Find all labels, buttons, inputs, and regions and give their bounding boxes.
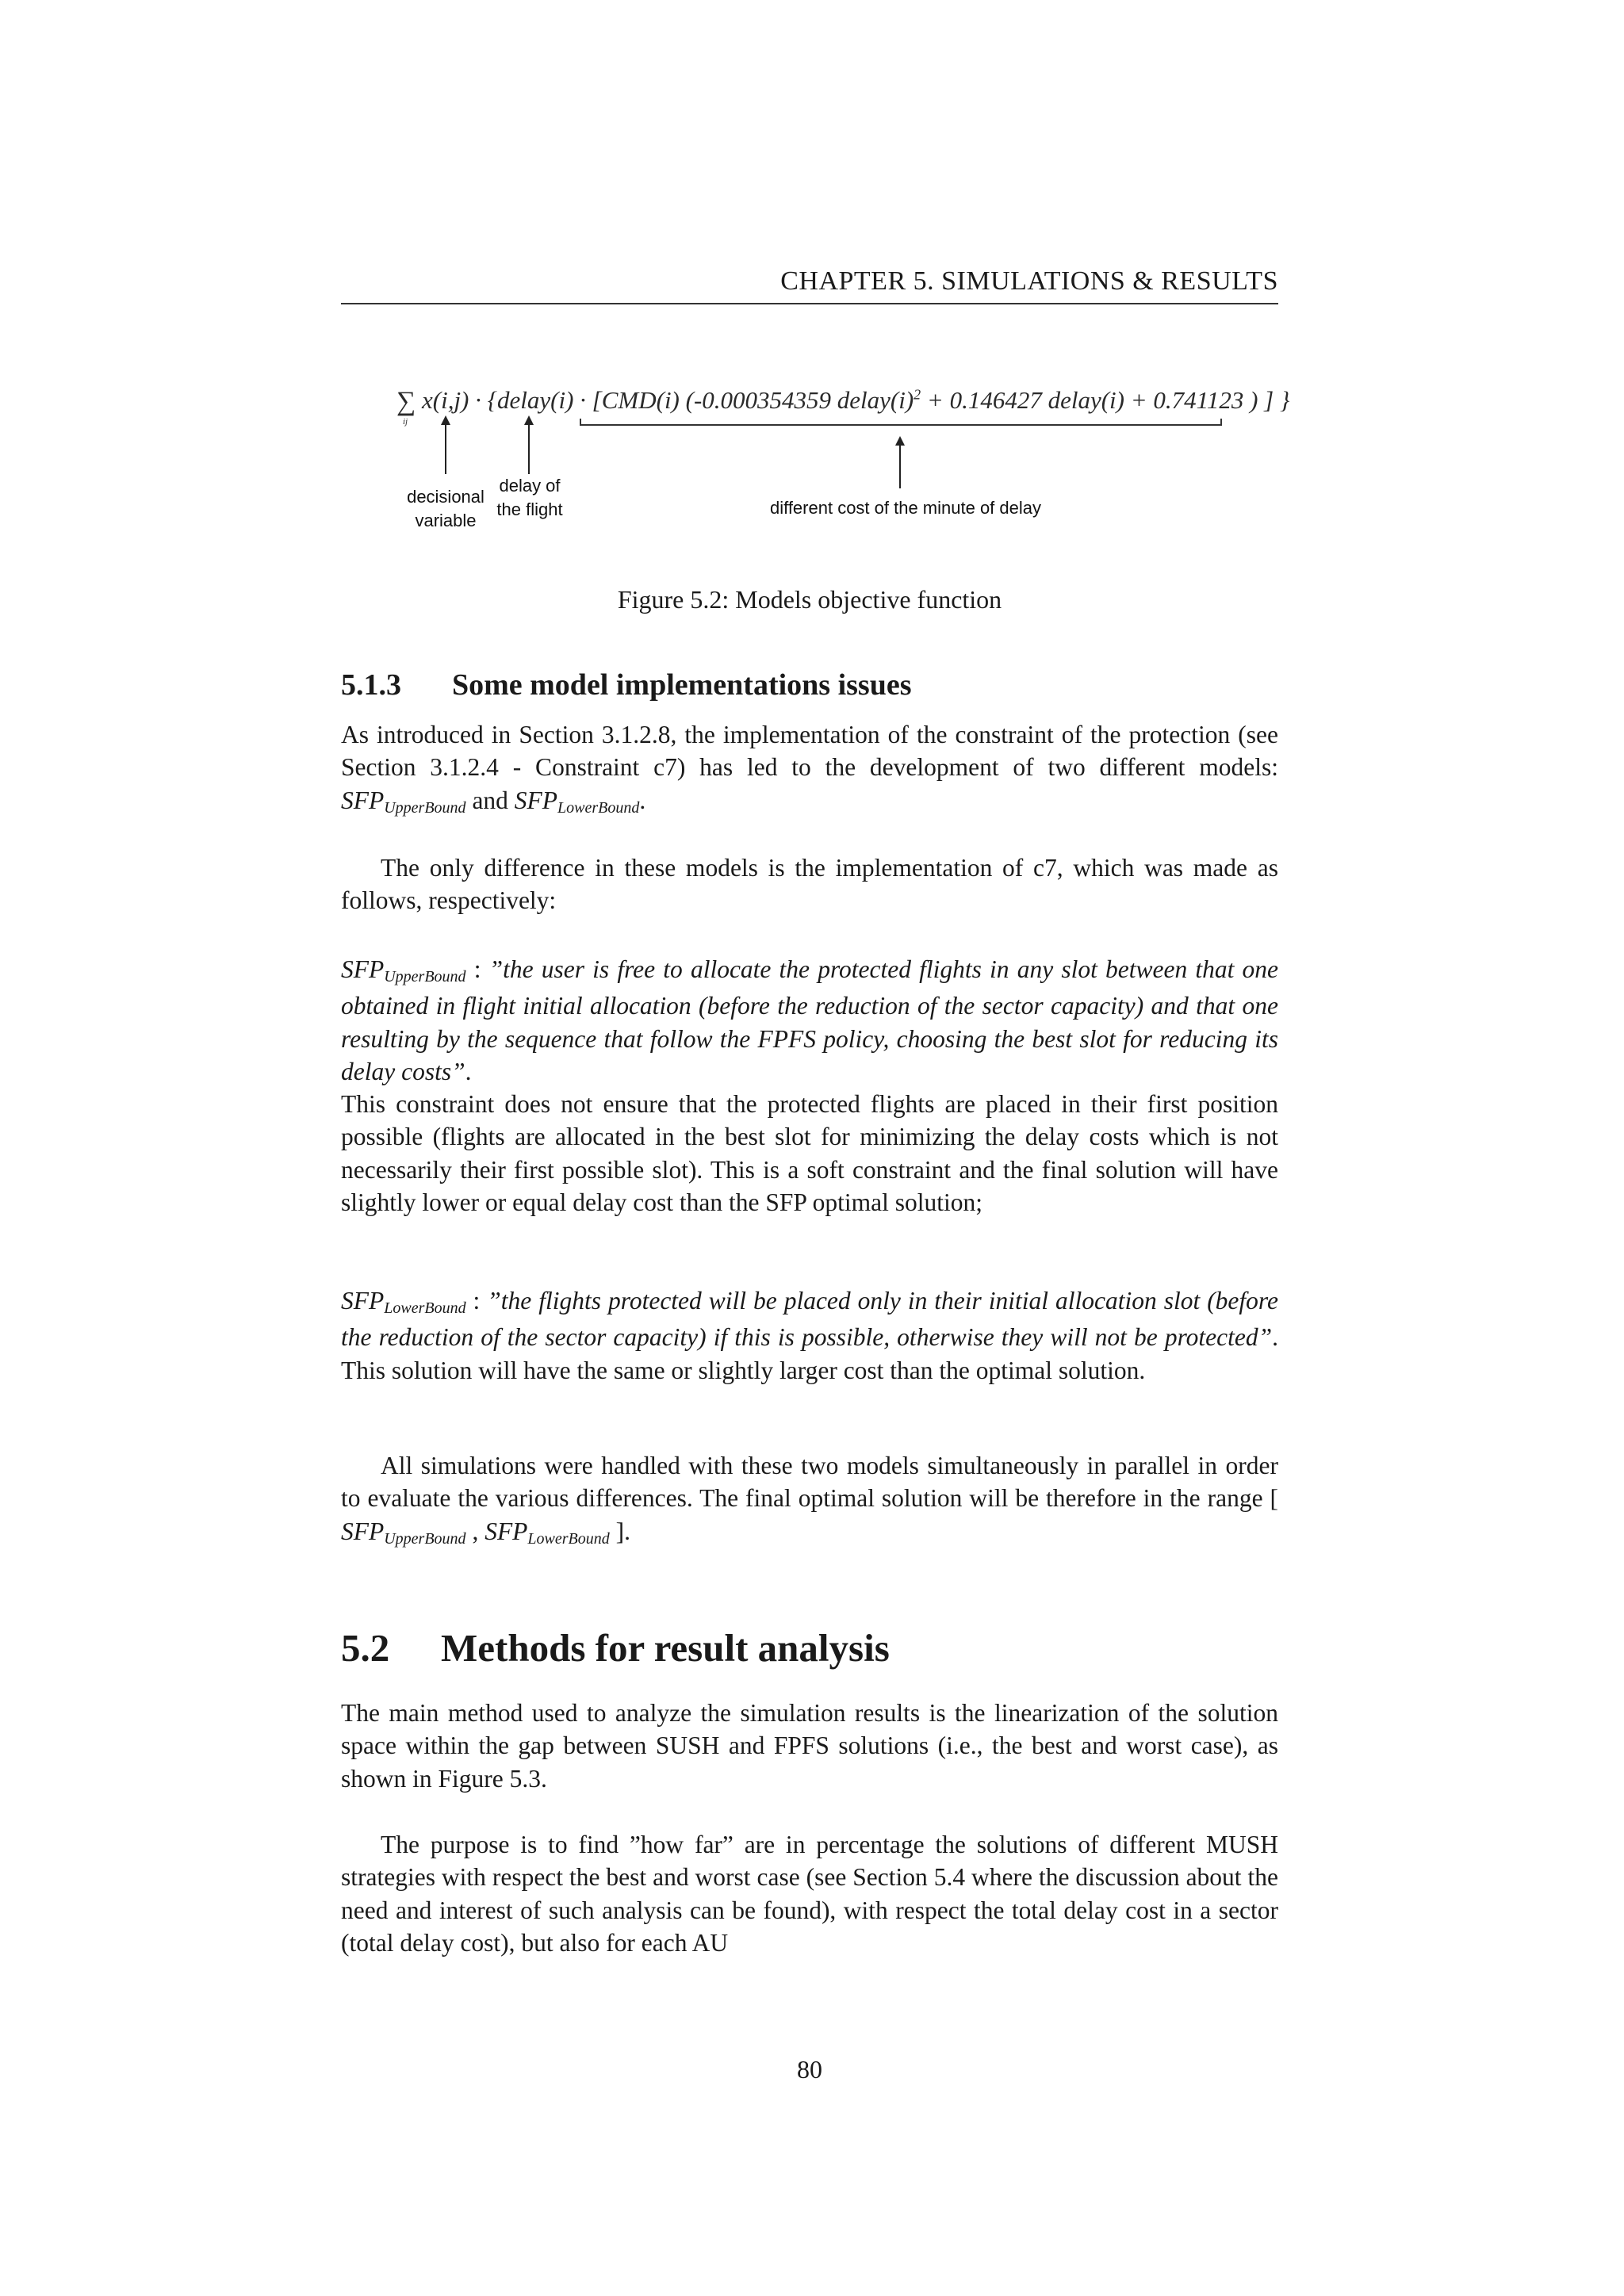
paragraph-purpose: The purpose is to find ”how far” are in percentage the solutions of different MUSH strategies with respect the best and worst case (see Section 5.4 where the discussion about the need and interest of such analysis can be found), with respect the total delay cost in a sector (total delay cost), but also for each AU: [341, 1831, 1278, 1957]
page-number: 80: [797, 2055, 822, 2084]
objective-function-figure: [390, 373, 1290, 563]
sfp-base: SFP: [341, 1517, 385, 1545]
formula-part-2: + 0.146427 delay(i) + 0.741123 ) ] }: [921, 386, 1290, 414]
sfp-upper-math: [341, 1517, 466, 1548]
p5-end: ].: [609, 1517, 631, 1545]
section-heading: [341, 1625, 890, 1670]
cost-arrowhead: [895, 436, 905, 446]
paragraph-models-intro: [341, 718, 1278, 821]
sfp-upper-sub: UpperBound: [384, 1529, 466, 1548]
different-cost-label: different cost of the minute of delay: [769, 498, 1042, 518]
summation-symbol: ∑: [396, 387, 416, 416]
lower-bound-explanation: . This solution will have the same or slightly larger cost than the optimal solution.: [341, 1323, 1278, 1384]
section-number: 5.2: [341, 1626, 390, 1670]
subsection-number: 5.1.3: [341, 668, 401, 702]
sfp-lower-sub: LowerBound: [557, 798, 640, 817]
decisional-variable-label: decisional variable: [407, 487, 485, 530]
section-title: Methods for result analysis: [441, 1626, 890, 1670]
upper-bound-quote-end: .: [465, 1057, 472, 1085]
decisional-variable-arrowhead: [441, 415, 450, 425]
sfp-base: SFP: [341, 1287, 385, 1314]
definition-separator: :: [465, 1287, 488, 1314]
definition-separator: :: [465, 955, 489, 983]
paragraph-simulations: [341, 1449, 1278, 1552]
sfp-upper-math: [341, 786, 466, 817]
delay-of-flight-label: delay of the flight: [496, 476, 563, 519]
definition-lower-bound: [341, 1284, 1278, 1387]
sfp-lower-sub: LowerBound: [527, 1529, 610, 1548]
summation-index: ij: [403, 417, 408, 427]
sfp-upper-sub: UpperBound: [384, 798, 466, 817]
sfp-lower-math: [485, 1517, 610, 1548]
upper-bound-explanation: This constraint does not ensure that the protected flights are placed in their first position possible (flights are allocated in the best slot for minimizing the delay costs which is not necessarily their first possible slot). This is a soft constraint and the final solution will have slightly lower or equal delay cost than the SFP optimal solution;: [341, 1090, 1278, 1217]
sfp-lower-math: [514, 786, 640, 817]
figure-arrows: [390, 373, 1262, 563]
p1-text: As introduced in Section 3.1.2.8, the implementation of the constraint of the protection (see Section 3.1.2.4 - Constraint c7) has led to the development of two different models:: [341, 721, 1278, 782]
sfp-base: SFP: [341, 786, 385, 814]
running-head: CHAPTER 5. SIMULATIONS & RESULTS: [780, 266, 1278, 296]
figure-caption: Figure 5.2: Models objective function: [617, 585, 1002, 614]
p5-comma: ,: [465, 1517, 485, 1545]
subsection-heading: [341, 668, 912, 702]
delay-arrowhead: [524, 415, 534, 425]
cost-bracket: [580, 419, 1221, 425]
p1-end: .: [639, 786, 646, 814]
sfp-upper-math: [341, 955, 466, 983]
subsection-title: Some model implementations issues: [452, 668, 912, 702]
header-rule: [341, 303, 1278, 304]
formula-part-1: x(i,j) · {delay(i) · [CMD(i) (-0.000354359 delay(i): [416, 386, 914, 414]
sfp-lower-sub: LowerBound: [384, 1299, 466, 1317]
sfp-base: SFP: [341, 955, 385, 983]
sfp-lower-math: [341, 1287, 466, 1317]
paragraph-main-method: The main method used to analyze the simulation results is the linearization of the solution space within the gap between SUSH and FPFS solutions (i.e., the best and worst case), as shown in Figure 5.3.: [341, 1699, 1278, 1793]
lower-bound-quote: ”the flights protected will be placed only in their initial allocation slot (before the reduction of the sector capacity) if this is possible, otherwise they will not be protected”: [341, 1287, 1278, 1352]
definition-upper-bound: [341, 953, 1278, 1219]
paragraph-difference: The only difference in these models is the implementation of c7, which was made as follows, respectively:: [341, 854, 1278, 915]
sfp-base: SFP: [485, 1517, 528, 1545]
formula-exponent: 2: [914, 386, 921, 403]
p5-text: All simulations were handled with these two models simultaneously in parallel in order to evaluate the various differences. The final optimal solution will be therefore in the range [: [341, 1452, 1278, 1513]
upper-bound-quote: ”the user is free to allocate the protected flights in any slot between that one obtained in flight initial allocation (before the reduction of the sector capacity) and that one resulting by the sequence that follow the FPFS policy, choosing the best slot for reducing its delay costs”: [341, 955, 1278, 1085]
p1-and: and: [465, 786, 515, 814]
sfp-base: SFP: [514, 786, 558, 814]
sfp-upper-sub: UpperBound: [384, 968, 466, 985]
